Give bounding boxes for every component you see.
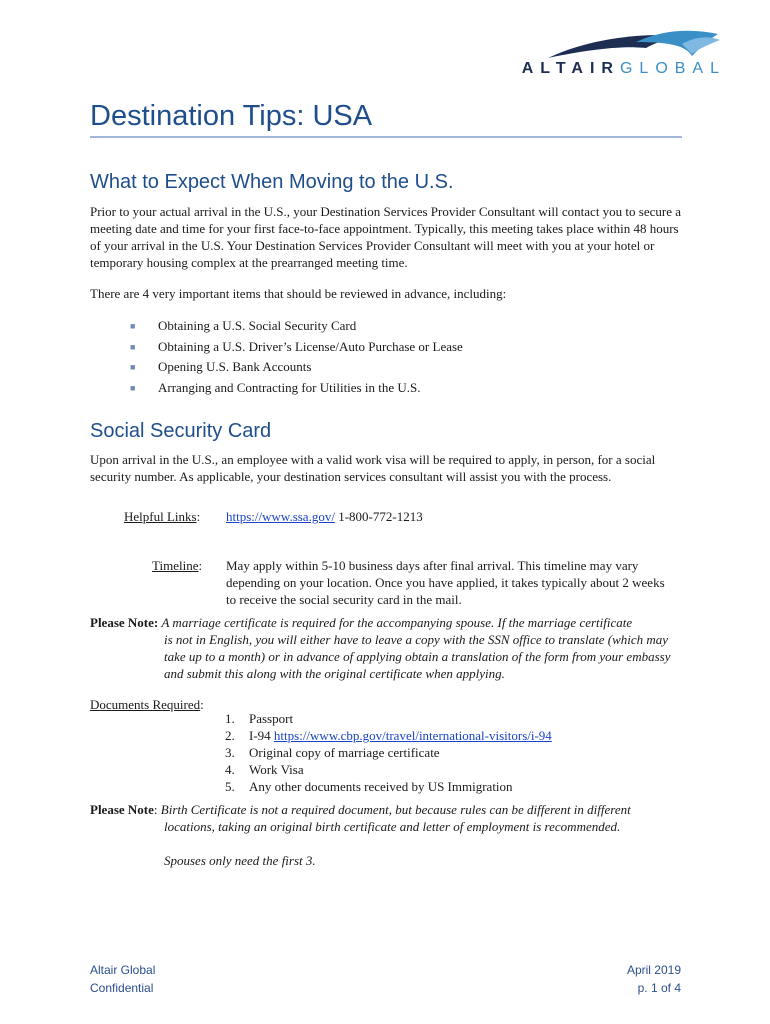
footer-company: Altair Global (90, 963, 156, 977)
list-item (130, 357, 463, 378)
ssa-link[interactable]: https://www.ssa.gov/ (226, 509, 335, 524)
important-items-list (130, 316, 463, 398)
logo-wordmark (522, 60, 726, 78)
list-item (130, 378, 463, 399)
list-item (130, 316, 463, 337)
note-spouses: Spouses only need the first 3. (164, 853, 316, 868)
section-moving-paragraph: Prior to your actual arrival in the U.S., your Destination Services Provider Consultant will contact you to secure a meeting date and time for your first face-to-face appointment. Typically, this meeting takes place within 48 hours of your arrival in the U.S. Your Destination Services Provider Consultant will meet with you at your hotel or temporary housing complex at the prearranged meeting time. (90, 204, 682, 270)
note-first-line: A marriage certificate is required for the accompanying spouse. If the marriage certificate (161, 615, 633, 630)
note-rest: is not in English, you will either have to leave a copy with the SSN office to translate (which may take up to a month) or in advance of applying obtain a translation of the form from your embassy and submit this along with the original certificate when applying. (164, 632, 671, 681)
bullet-icon: ■ (130, 341, 136, 352)
helpful-links-value (226, 508, 423, 525)
title-divider (90, 136, 682, 138)
timeline-text: May apply within 5-10 business days after final arrival. This timeline may vary depending on your location. Once you have applied, it takes typically about 2 weeks to receive the social security card in the mail. (226, 558, 665, 607)
page-title: Destination Tips: USA (90, 100, 373, 132)
note-rest: locations, taking an original birth certificate and letter of employment is recommended. (164, 819, 621, 834)
footer-date: April 2019 (626, 963, 681, 977)
list-item-text: Arranging and Contracting for Utilities in the U.S. (158, 379, 421, 395)
list-item: 4. Work Visa (225, 762, 304, 777)
logo-word-global: GLOBAL (619, 60, 726, 77)
list-item: 2. I-94 https://www.cbp.gov/travel/international-visitors/i-94 (225, 728, 552, 743)
i94-link[interactable]: https://www.cbp.gov/travel/international-visitors/i-94 (273, 728, 552, 743)
note-first-line: Birth Certificate is not a required document, but because rules can be different in different (160, 802, 631, 817)
list-item (130, 337, 463, 358)
section-social-security-paragraph: Upon arrival in the U.S., an employee with a valid work visa will be required to apply, in person, for a social security number. As applicable, your destination services consultant will assist you with the process. (90, 452, 656, 484)
footer-confidential: Confidential (90, 981, 154, 995)
section-moving-intro: There are 4 very important items that should be reviewed in advance, including: (90, 286, 507, 301)
footer-page-number: p. 1 of 4 (637, 981, 681, 995)
marriage-certificate-note (90, 614, 690, 682)
section-heading-social-security: Social Security Card (90, 420, 272, 442)
list-item: 3. Original copy of marriage certificate (225, 745, 440, 760)
helpful-links-label: Helpful Links: (124, 509, 201, 524)
footer-left (90, 961, 155, 997)
timeline-label: Timeline: (152, 558, 203, 573)
bullet-icon: ■ (130, 382, 136, 393)
documents-required-label: Documents Required: (90, 697, 204, 712)
list-item: 1. Passport (225, 711, 294, 726)
list-item-text: Obtaining a U.S. Social Security Card (158, 318, 357, 333)
note-label: Please Note (90, 802, 154, 817)
ssa-phone: 1-800-772-1213 (338, 509, 423, 524)
bullet-icon: ■ (130, 362, 136, 372)
birth-certificate-note: Please Note: Birth Certificate is not a required document, but because rules can be different in different locations, taking an original birth certificate and letter of employment is recommended. Spouses only need the first 3. (90, 801, 690, 869)
list-item: 5. Any other documents received by US Immigration (225, 779, 513, 794)
footer-right (627, 961, 681, 997)
section-heading-moving: What to Expect When Moving to the U.S. (90, 171, 454, 193)
list-item-text: Obtaining a U.S. Driver’s License/Auto Purchase or Lease (158, 338, 463, 354)
logo-word-altair: ALTAIR (521, 60, 620, 77)
documents-list (225, 710, 552, 795)
altair-global-logo (486, 26, 726, 86)
note-label: Please Note: (90, 615, 159, 630)
bullet-icon: ■ (130, 321, 136, 331)
list-item-text: Opening U.S. Bank Accounts (158, 359, 312, 374)
